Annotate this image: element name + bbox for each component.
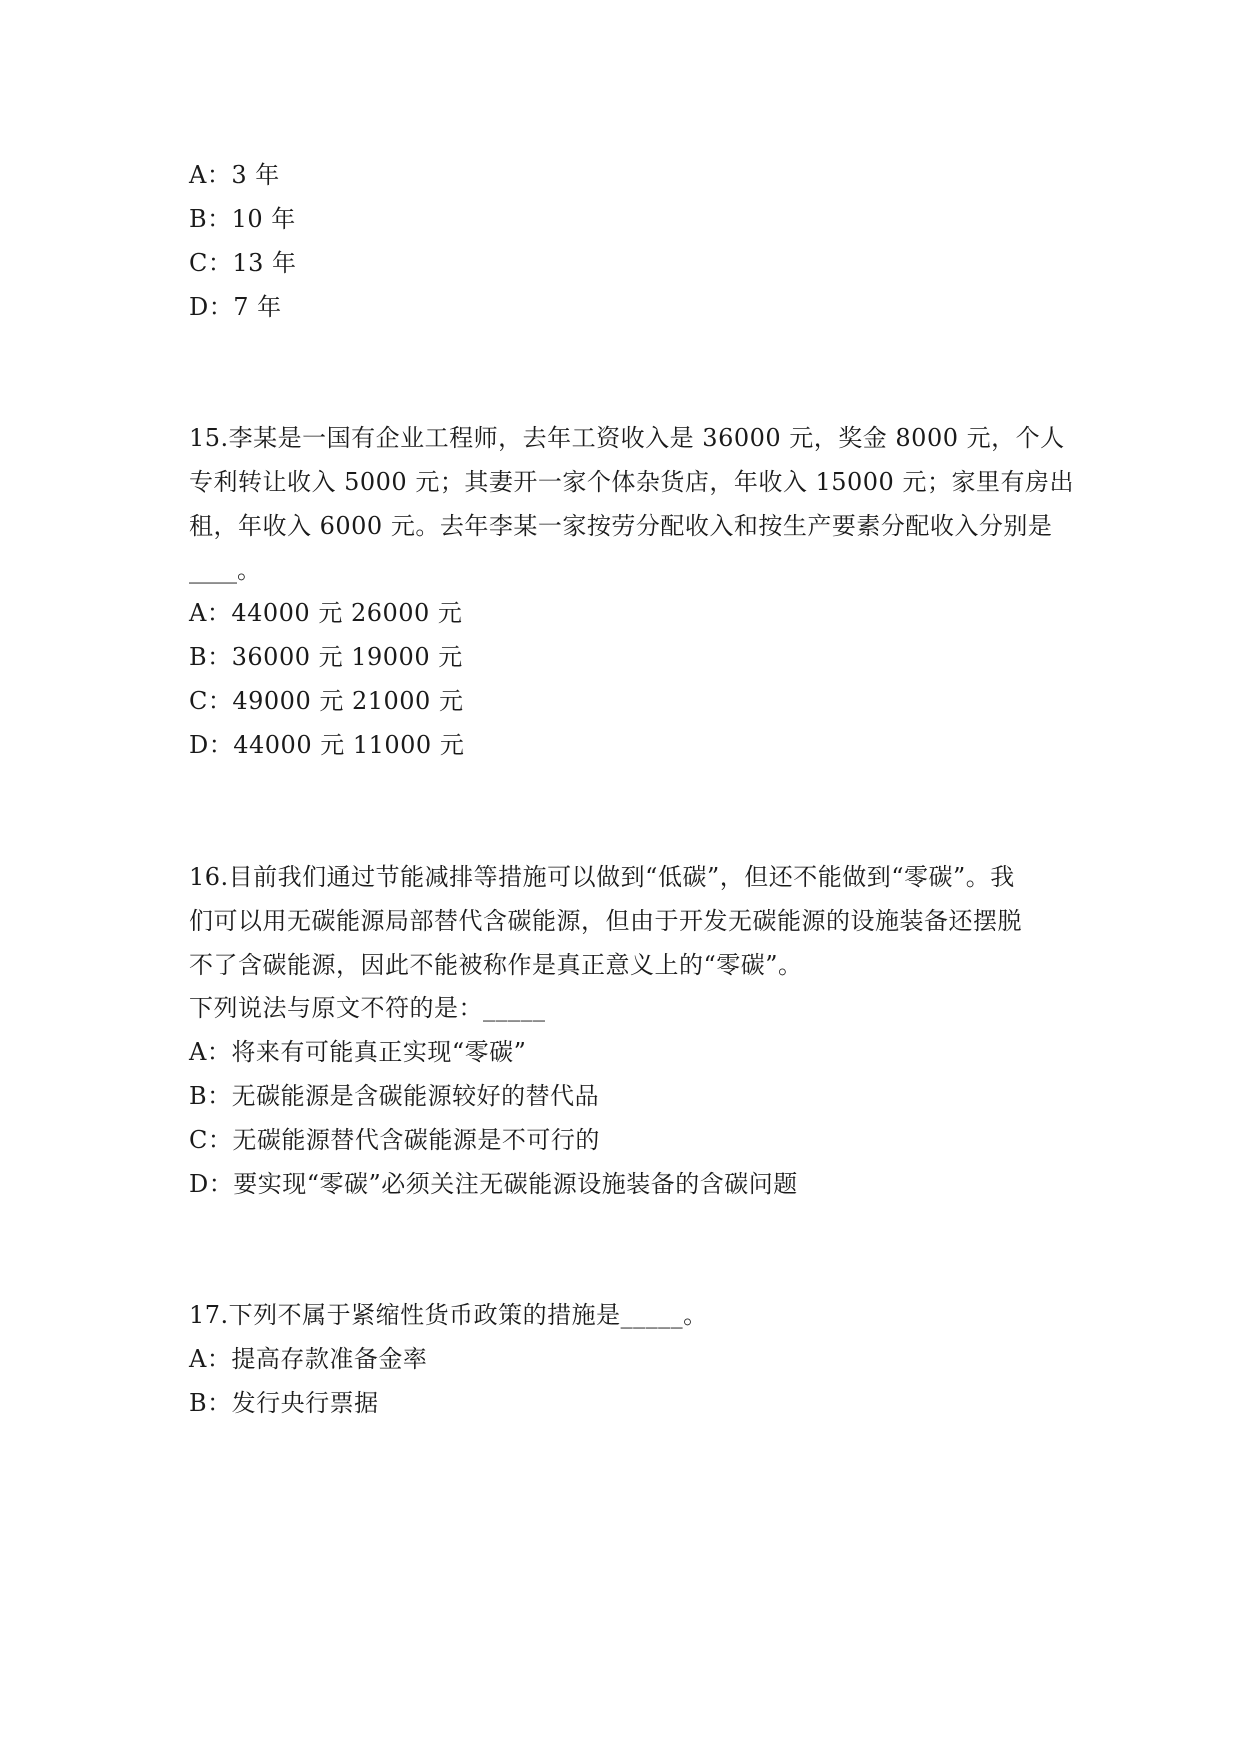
option-label: D [189, 1170, 209, 1198]
q14-option-d [189, 290, 1069, 324]
option-text: 要实现“零碳”必须关注无碳能源设施装备的含碳问题 [233, 1170, 798, 1198]
option-text: 44000 元 26000 元 [231, 599, 463, 627]
option-separator: ： [207, 643, 232, 671]
option-separator: ： [208, 731, 234, 759]
option-label: A [189, 599, 207, 627]
option-text: 提高存款准备金率 [231, 1345, 428, 1373]
stem-text: 目前我们通过节能减排等措施可以做到“低碳”，但还不能做到“零碳”。我 [228, 863, 1015, 891]
option-label: B [189, 205, 208, 233]
q15-stem-line-3: 租，年收入 6000 元。去年李某一家按劳分配收入和按生产要素分配收入分别是 [189, 512, 1053, 540]
q14-option-b [189, 202, 1069, 236]
option-label: B [189, 1389, 208, 1417]
option-text: 49000 元 21000 元 [232, 687, 464, 715]
option-label: D [189, 293, 209, 321]
q16-option-a [189, 1035, 1069, 1069]
option-label: C [189, 249, 208, 277]
option-label: C [189, 687, 208, 715]
q17-stem-line-1 [189, 1298, 1069, 1332]
option-separator: ： [206, 161, 232, 189]
option-separator: ： [207, 687, 233, 715]
option-text: 7 年 [233, 293, 282, 321]
q15-option-d [189, 728, 1069, 762]
option-text: 13 年 [232, 249, 297, 277]
option-text: 发行央行票据 [231, 1389, 379, 1417]
option-separator: ： [206, 1038, 232, 1066]
option-label: A [189, 161, 207, 189]
q16-option-c [189, 1123, 1069, 1157]
q15-stem-line-1 [189, 421, 1069, 455]
q17-option-a [189, 1342, 1069, 1376]
stem-text: 李某是一国有企业工程师，去年工资收入是 36000 元，奖金 8000 元，个人 [228, 424, 1065, 452]
q15-option-b [189, 640, 1069, 674]
option-separator: ： [208, 1170, 234, 1198]
option-text: 无碳能源替代含碳能源是不可行的 [232, 1126, 600, 1154]
question-number: 16. [189, 863, 229, 891]
option-separator: ： [206, 599, 232, 627]
question-number: 15. [189, 424, 229, 452]
question-number: 17. [189, 1301, 229, 1329]
q14-option-c [189, 246, 1069, 280]
option-label: B [189, 643, 208, 671]
option-separator: ： [207, 1389, 232, 1417]
q16-stem-line-3: 不了含碳能源，因此不能被称作是真正意义上的“零碳”。 [189, 951, 803, 979]
option-separator: ： [207, 249, 233, 277]
option-text: 44000 元 11000 元 [233, 731, 465, 759]
option-separator: ： [207, 1126, 233, 1154]
option-separator: ： [208, 293, 234, 321]
option-separator: ： [207, 205, 232, 233]
option-text: 无碳能源是含碳能源较好的替代品 [231, 1082, 600, 1110]
q15-option-a [189, 596, 1069, 630]
q15-stem-line-2: 专利转让收入 5000 元；其妻开一家个体杂货店，年收入 15000 元；家里有房出 [189, 468, 1074, 496]
option-text: 10 年 [231, 205, 296, 233]
stem-text: 下列不属于紧缩性货币政策的措施是_____。 [228, 1301, 708, 1329]
option-label: A [189, 1345, 207, 1373]
q15-stem-line-4: ____。 [189, 556, 261, 584]
q16-stem-line-2: 们可以用无碳能源局部替代含碳能源，但由于开发无碳能源的设施装备还摆脱 [189, 907, 1022, 935]
option-label: D [189, 731, 209, 759]
option-text: 3 年 [231, 161, 280, 189]
option-text: 将来有可能真正实现“零碳” [231, 1038, 527, 1066]
option-label: B [189, 1082, 208, 1110]
option-label: A [189, 1038, 207, 1066]
q14-option-a [189, 158, 1069, 192]
option-text: 36000 元 19000 元 [231, 643, 463, 671]
q16-option-d [189, 1167, 1069, 1201]
q16-stem-line-1 [189, 860, 1069, 894]
q17-option-b [189, 1386, 1069, 1420]
option-separator: ： [207, 1082, 232, 1110]
option-separator: ： [206, 1345, 232, 1373]
q15-option-c [189, 684, 1069, 718]
q16-option-b [189, 1079, 1069, 1113]
option-label: C [189, 1126, 208, 1154]
q16-prompt-line: 下列说法与原文不符的是：_____ [189, 994, 546, 1022]
